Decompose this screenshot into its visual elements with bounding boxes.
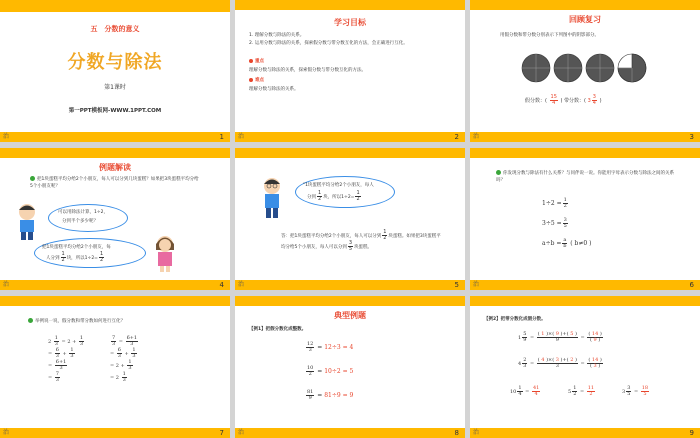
slide-band [0, 296, 230, 306]
slide-bottom-band [0, 132, 230, 142]
slide-4[interactable] [0, 148, 230, 290]
equation-1: 1÷2 = $\frac{1}{2}$ [542, 197, 567, 209]
unit-label: 五 分数的意义 [90, 25, 140, 33]
slide-1[interactable] [0, 0, 230, 142]
slide-number: 3 [689, 133, 694, 141]
interconversion-prompt: 举例说一说，假分数和带分数如何进行互化？ [28, 318, 125, 325]
key-text: 理解分数与除法的关系，探索假分数与带分数互化的方法。 [249, 68, 366, 73]
slide-band [470, 296, 700, 306]
example-2-row-3a: 10 $\frac{1}{4}$ = $\frac{41}{4}$ [510, 385, 540, 397]
example-1-heading: 【例1】把假分数化成整数。 [249, 327, 307, 332]
example-2-row-3c: 3 $\frac{3}{5}$ = $\frac{18}{5}$ [622, 385, 649, 397]
slide-title: 典型例题 [334, 311, 366, 320]
slide-tag: 治 [238, 281, 245, 288]
slide-bottom-band [470, 428, 700, 438]
boy-figure [10, 202, 44, 242]
bullet-icon [28, 318, 33, 323]
girl-figure [150, 234, 180, 274]
bubble-1-line-1: 可以用除法计算，1÷2， [58, 210, 108, 215]
question-text: 把1块蛋糕平均分给2个小朋友，每人可以分到几块蛋糕？如果把3块蛋糕平均分给5个小朋友呢？ [30, 177, 199, 189]
example-2-row-2: 4 $\frac{2}{3}$ = $\frac{( 4 )\times( 3 )+( 2 )}{3}$ = $\frac{( 14 )}{( 3 )}$ [518, 357, 602, 369]
slide-tag: 治 [473, 281, 480, 288]
slide-number: 8 [454, 429, 459, 437]
bullet-icon [496, 170, 501, 175]
slide-bottom-band [0, 280, 230, 290]
slide-title: 回顾复习 [569, 15, 601, 24]
slide-7[interactable] [0, 296, 230, 438]
slide-bottom-band [235, 132, 465, 142]
slide-2[interactable] [235, 0, 465, 142]
goal-2: 2. 运用分数与除法的关系，探索假分数与带分数互化的方法，会正确进行互化。 [249, 41, 408, 46]
review-answer: 假分数：( $\frac{15}{4}$ ) 带分数：( 3 $\frac{3}{4}$ ) [525, 94, 602, 106]
goal-1: 1. 理解分数与除法的关系。 [249, 33, 305, 38]
example-2-row-1: 1 $\frac{5}{9}$ = $\frac{( 1 )\times( 9 )+( 5 )}{9}$ = $\frac{( 14 )}{( 9 )}$ [518, 331, 602, 343]
slide-band [470, 0, 700, 10]
bubble-2-line-2: 人分到 $\frac{1}{2}$ 块，所以1÷2= $\frac{1}{2}$ [46, 251, 104, 263]
example-row-3: $\frac{81}{9}$ = 81÷9 = 9 [307, 389, 354, 401]
slide-number: 7 [219, 429, 224, 437]
equation-3: a÷b = $\frac{a}{b}$ ( b≠0 ) [542, 237, 592, 249]
slide-bottom-band [235, 428, 465, 438]
answer-text: 答：把1块蛋糕平均分给2个小朋友，每人可以分到 $\frac{1}{2}$ 块蛋糕。如果把3块蛋糕平均分给5个小朋友，每人可以分到 $\frac{3}{5}$ 块蛋糕。 [281, 229, 441, 252]
slide-5[interactable] [235, 148, 465, 290]
slide-tag: 治 [473, 133, 480, 140]
key-heading: 重点 [249, 58, 264, 65]
slide-tag: 治 [473, 429, 480, 436]
slide-bottom-band [0, 428, 230, 438]
example-row-1: $\frac{12}{3}$ = 12÷3 = 4 [307, 341, 354, 353]
slide-number: 6 [689, 281, 694, 289]
slide-tag: 治 [238, 429, 245, 436]
slide-number: 9 [689, 429, 694, 437]
slide-number: 5 [454, 281, 459, 289]
relation-prompt: 你发现分数与除法有什么关系？与同伴说一说。你能用字母表示分数与除法之间的关系吗？ [496, 171, 674, 183]
slide-tag: 治 [3, 281, 10, 288]
slide-tag: 治 [238, 133, 245, 140]
bullet-icon [249, 59, 253, 63]
fraction-circles-figure [520, 52, 650, 84]
review-prompt: 用假分数和带分数分别表示下列图中的阴影部分。 [500, 33, 599, 38]
slide-bottom-band [470, 132, 700, 142]
bubble-line-1: "1块蛋糕平均分给2个小朋友，每人 [303, 183, 374, 188]
hard-text: 理解分数与除法的关系。 [249, 87, 299, 92]
slide-title: 分数与除法 [67, 52, 163, 73]
bullet-icon [249, 78, 253, 82]
hard-heading: 难点 [249, 77, 264, 84]
bubble-1-line-2: 分到半个多少呢？ [62, 219, 98, 224]
slide-number: 2 [454, 133, 459, 141]
slide-6[interactable] [470, 148, 700, 290]
slide-band [470, 148, 700, 158]
slide-tag: 治 [3, 429, 10, 436]
improper-fraction: $\frac{15}{4}$ [550, 94, 557, 106]
equation-2: 3÷5 = $\frac{3}{5}$ [542, 217, 567, 229]
slide-number: 1 [219, 133, 224, 141]
boy-figure [255, 176, 289, 220]
slide-tag: 治 [3, 133, 10, 140]
slide-band [0, 0, 230, 12]
slide-band [0, 148, 230, 158]
slide-bottom-band [235, 280, 465, 290]
mixed-fraction: $\frac{3}{4}$ [592, 94, 596, 106]
mixed-to-improper-work: 2 $\frac{1}{3}$ = 2 + $\frac{1}{3}$ = $\frac{6}{3}$ + $\frac{1}{3}$ = $\frac{6+1}{3}$ = $\frac{7}{3}$ [48, 335, 84, 383]
site-footer: 第一PPT模板网-WWW.1PPT.COM [68, 108, 162, 114]
slide-number: 4 [219, 281, 224, 289]
slide-title: 学习目标 [334, 18, 366, 27]
improper-to-mixed-work: $\frac{7}{3}$ = $\frac{6+1}{3}$ = $\frac{6}{3}$ + $\frac{1}{3}$ = 2 + $\frac{1}{3}$ = 2 $\frac{1}{3}$ [110, 335, 138, 383]
slide-band [235, 148, 465, 158]
example-2-row-3b: 5 $\frac{1}{2}$ = $\frac{11}{2}$ [568, 385, 595, 397]
lesson-label: 第1课时 [104, 84, 126, 91]
slide-9[interactable] [470, 296, 700, 438]
bubble-line-2: 分到 $\frac{1}{2}$ 块，所以1÷2= $\frac{1}{2}$ [307, 190, 360, 202]
slide-band [235, 0, 465, 10]
slide-title: 例题解读 [99, 163, 131, 172]
example-2-heading: 【例2】把带分数化成假分数。 [484, 317, 546, 322]
bullet-icon [30, 176, 35, 181]
slide-3[interactable] [470, 0, 700, 142]
slide-bottom-band [470, 280, 700, 290]
bubble-2-line-1: 把1块蛋糕平均分给2个小朋友，每 [42, 245, 111, 250]
example-row-2: $\frac{10}{2}$ = 10÷2 = 5 [307, 365, 354, 377]
slide-8[interactable] [235, 296, 465, 438]
slide-band [235, 296, 465, 306]
